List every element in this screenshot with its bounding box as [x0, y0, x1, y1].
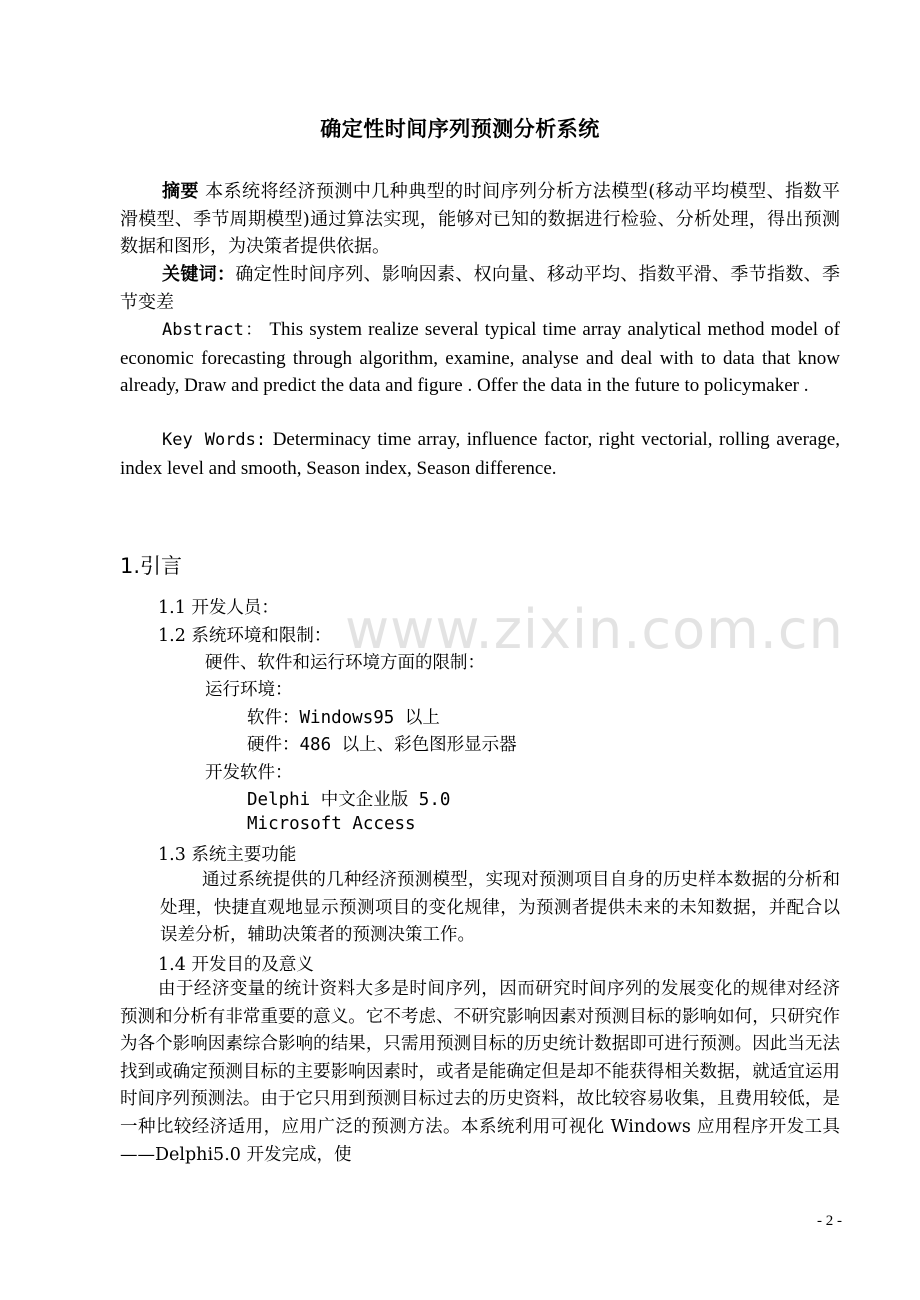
access-software: Microsoft Access: [247, 814, 416, 834]
section-1-3-paragraph: 通过系统提供的几种经济预测模型，实现对预测项目自身的历史样本数据的分析和处理，快捷直观地显示预测项目的变化规律，为预测者提供未来的未知数据，并配合以误差分析，辅助决策者的预测决策工作。: [160, 870, 840, 945]
document-title: 确定性时间序列预测分析系统: [320, 117, 600, 141]
subsection-1-2: 1.2 系统环境和限制：: [158, 626, 332, 646]
run-env-label: 运行环境：: [205, 680, 293, 700]
subsection-1-3: 1.3 系统主要功能: [158, 845, 297, 865]
keywords-cn-label: 关键词：: [162, 264, 236, 285]
env-limit-text: 硬件、软件和运行环境方面的限制：: [205, 653, 485, 673]
delphi-version: Delphi 中文企业版 5.0: [247, 790, 451, 810]
software-requirement: 软件：Windows95 以上: [247, 708, 440, 728]
keywords-cn: [120, 261, 840, 316]
hardware-requirement: 硬件：486 以上、彩色图形显示器: [247, 735, 517, 755]
abstract-en-text: This system realize several typical time array analytical method model of economic forecasting through algorithm, examine, analyse and deal with to data that know already, Draw and predict the data and figure . Offer the data in the future to policymaker .: [120, 319, 840, 396]
section-1-4-paragraph: 由于经济变量的统计资料大多是时间序列，因而研究时间序列的发展变化的规律对经济预测和分析有非常重要的意义。它不考虑、不研究影响因素对预测目标的影响如何，只研究作为各个影响因素综合影响的结果，只需用预测目标的历史统计数据即可进行预测。因此当无法找到或确定预测目标的主要影响因素时，或者是能确定但是却不能获得相关数据，就适宜运用时间序列预测法。由于它只用到预测目标过去的历史资料，故比较容易收集，且费用较低，是一种比较经济适用，应用广泛的预测方法。本系统利用可视化 Windows 应用程序开发工具——Delphi5.0 开发完成，使: [120, 979, 840, 1165]
subsection-1-1: 1.1 开发人员：: [158, 598, 279, 618]
keywords-en-label: Key Words:: [162, 430, 267, 450]
page-number: - 2 -: [817, 1213, 842, 1229]
abstract-cn: [120, 178, 840, 261]
abstract-cn-label: 摘要: [162, 181, 199, 202]
abstract-en-label: Abstract：: [162, 320, 264, 340]
section-heading-introduction: 1.引言: [120, 554, 183, 578]
watermark: www.zixin.com.cn: [345, 598, 844, 661]
abstract-cn-text: 本系统将经济预测中几种典型的时间序列分析方法模型(移动平均模型、指数平滑模型、季节周期模型)通过算法实现，能够对已知的数据进行检验、分析处理，得出预测数据和图形，为决策者提供依据。: [120, 181, 840, 257]
keywords-en: [120, 426, 840, 482]
keywords-en-text: Determinacy time array, influence factor, right vectorial, rolling average, index level and smooth, Season index, Season difference.: [120, 429, 841, 479]
abstract-en: [120, 316, 840, 400]
keywords-cn-text: 确定性时间序列、影响因素、权向量、移动平均、指数平滑、季节指数、季节变差: [120, 264, 841, 313]
subsection-1-4: 1.4 开发目的及意义: [158, 955, 314, 975]
dev-software-label: 开发软件：: [205, 763, 293, 783]
